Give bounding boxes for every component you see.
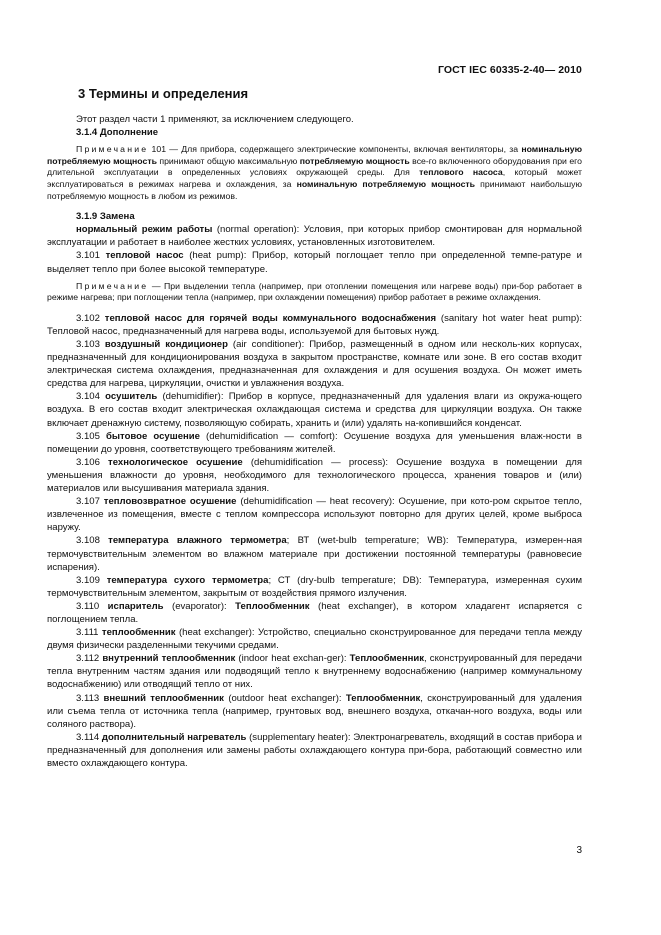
def-3-104: 3.104 осушитель (dehumidifier): Прибор в корпусе, предназначенный для удаления влаги из окружа-ющего воздуха. В его состав входит электрическая охлаждающая система и средства для циркуляции воздуха. Он также включает дренажную систему, позволяющую собирать, хранить и (или) удалять на-копившийся конденсат.	[47, 391, 582, 429]
replacement-heading: 3.1.9 Замена	[76, 211, 135, 223]
def-3-103: 3.103 воздушный кондиционер (air conditioner): Прибор, размещенный в одном или несколь-ких корпусах, предназначенный для кондиционирования воздуха в закрытом пространстве, комнате или зоне. В его состав входит электрическая система охлаждения, предназначенная для охлаждения и для осушения воздуха. Он может иметь средства для нагрева, циркуляции, очистки и увлажнения воздуха.	[47, 339, 582, 390]
def-normal-operation: нормальный режим работы (normal operation): Условия, при которых прибор смонтирован для нормальной эксплуатации и работает в наиболее жестких условиях, установленных изготовителем.	[47, 224, 582, 249]
note-heat-mode: Примечание — При выделении тепла (например, при отоплении помещения или нагреве воды) при-бор работает в режиме нагрева; при поглощении тепла (например, при охлаждении помещения) прибор работает в режиме охлаждения.	[47, 280, 582, 303]
def-3-114: 3.114 дополнительный нагреватель (supplementary heater): Электронагреватель, входящий в состав прибора и предназначенный для дополнения или замены работы охлаждающего контура при-бора, работающий совместно или вместо охлаждающего контура.	[47, 731, 582, 769]
intro-paragraph: Этот раздел части 1 применяют, за исключением следующего.	[76, 114, 354, 125]
def-3-102: 3.102 тепловой насос для горячей воды коммунального водоснабжения (sanitary hot water heat pump): Тепловой насос, предназначенный для нагрева воды, используемой для бытовых нужд.	[47, 312, 582, 337]
addition-heading: 3.1.4 Дополнение	[76, 127, 159, 139]
def-3-101: 3.101 тепловой насос (heat pump): Прибор, который поглощает тепло при определенной темпе-ратуре и выделяет тепло при более высокой температуре.	[47, 250, 582, 275]
standard-header: ГОСТ IEC 60335-2-40— 2010	[437, 64, 582, 76]
page-content	[47, 113, 582, 770]
section-title: 3 Термины и определения	[78, 86, 249, 101]
def-3-109: 3.109 температура сухого термометра; СТ (dry-bulb temperature; DB): Температура, измеренная сухим термочувствительным элементом, закрытым от воздействия прямого излучения.	[47, 574, 583, 599]
def-3-108: 3.108 температура влажного термометра; ВТ (wet-bulb temperature; WB): Температура, измерен-ная термочувствительным элементом во влажном материале при достижении постоянной температуры (равновесие испарения).	[47, 535, 583, 573]
note-label: Примечание	[76, 280, 149, 291]
def-3-113: 3.113 внешний теплообменник (outdoor heat exchanger): Теплообменник, сконструированный для удаления или съема тепла от источника тепла (например, грунтовых вод, внешнего воздуха, откачан-ного воздуха, воды или соляного раствора).	[47, 692, 582, 730]
def-3-112: 3.112 внутренний теплообменник (indoor heat exchan-ger): Теплообменник, сконструированный для передачи тепла внутренним частям здания или подводящий тепло к внутреннему водоснабжению (например коммунальному водоснабжению) или отводящий тепло от них.	[47, 653, 582, 691]
note-label: Примечание	[76, 144, 149, 155]
def-3-106: 3.106 технологическое осушение (dehumidification — process): Осушение воздуха в помещении для уменьшения влажности до уровня, необходимого для технологического процесса, хранения товаров и (или) материалов или высушивания материала здания.	[47, 456, 582, 495]
def-3-111: 3.111 теплообменник (heat exchanger): Устройство, специально сконструированное для передачи тепла между двумя физически разделенными текучими средами.	[47, 627, 582, 652]
page-number: 3	[576, 845, 582, 856]
note-101: Примечание 101 — Для прибора, содержащего электрические компоненты, включая вентиляторы, за номинальную потребляемую мощность принимают общую максимальную потребляемую мощность все-го включенного оборудования при его длительной эксплуатации в определенных условиях окружающей среды. Для теплового насоса, который может эксплуатироваться в режимах нагрева и охлаждения, за номинальную потребляемую мощность принимают наибольшую потребляемую мощность в любом из режимов.	[47, 144, 583, 201]
def-3-107: 3.107 тепловозвратное осушение (dehumidification — heat recovery): Осушение, при кото-ром скрытое тепло, извлеченное из помещения, вместе с теплом компрессора используют повторно для других целей, кроме выброса наружу.	[47, 496, 583, 534]
def-3-105: 3.105 бытовое осушение (dehumidification — comfort): Осушение воздуха для уменьшения влаж-ности в помещении до уровня, соответствующего требованиям жителей.	[47, 430, 582, 455]
def-3-110: 3.110 испаритель (evaporator): Теплообменник (heat exchanger), в котором хладагент испаряется с поглощением тепла.	[47, 600, 582, 625]
